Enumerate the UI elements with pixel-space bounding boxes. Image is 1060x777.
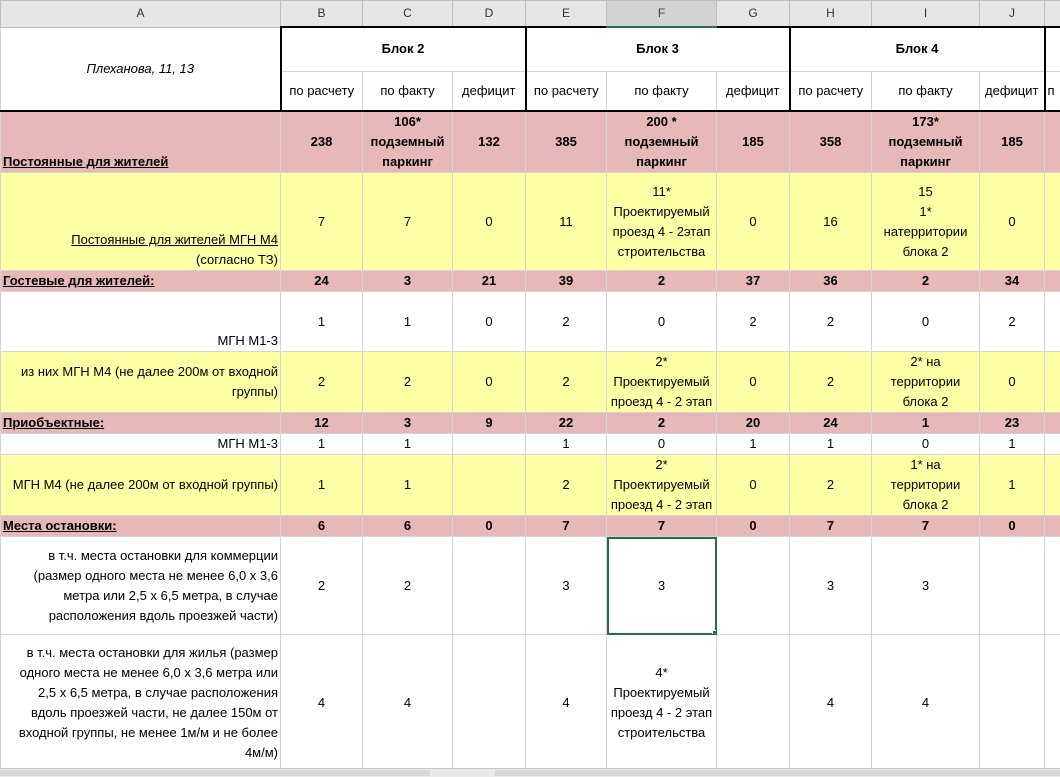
cell[interactable]: 7	[526, 516, 607, 537]
cell[interactable]: 3	[363, 271, 453, 292]
cell[interactable]: 39	[526, 271, 607, 292]
object-label[interactable]: Приобъектные:	[1, 413, 281, 434]
cell[interactable]: 1	[980, 455, 1045, 516]
cell[interactable]	[980, 537, 1045, 635]
column-header-k[interactable]	[1045, 1, 1060, 28]
fill-handle[interactable]	[712, 630, 717, 635]
column-header-b[interactable]: B	[281, 1, 363, 28]
cell[interactable]: 22	[526, 413, 607, 434]
cell[interactable]: 4	[526, 635, 607, 769]
column-header-d[interactable]: D	[453, 1, 526, 28]
cell[interactable]: 4	[790, 635, 872, 769]
cell[interactable]: 238	[281, 111, 363, 173]
column-header-h[interactable]: H	[790, 1, 872, 28]
column-header-e[interactable]: E	[526, 1, 607, 28]
cell[interactable]: 2	[363, 537, 453, 635]
cell[interactable]	[1045, 292, 1060, 352]
column-header-a[interactable]: A	[1, 1, 281, 28]
cell[interactable]	[1045, 434, 1060, 455]
cell[interactable]	[453, 434, 526, 455]
cell[interactable]	[1045, 352, 1060, 413]
cell[interactable]: 11* Проектируемый проезд 4 - 2этап строительства	[607, 173, 717, 271]
cell[interactable]	[717, 635, 790, 769]
cell[interactable]: 0	[453, 173, 526, 271]
k-partial-header[interactable]: п	[1045, 71, 1060, 111]
cell[interactable]: 1	[281, 455, 363, 516]
cell[interactable]: 16	[790, 173, 872, 271]
cell[interactable]: 132	[453, 111, 526, 173]
stops-label[interactable]: Места остановки:	[1, 516, 281, 537]
cell[interactable]: 2	[607, 413, 717, 434]
cell[interactable]: 2	[790, 455, 872, 516]
cell[interactable]: 20	[717, 413, 790, 434]
block2-title[interactable]: Блок 2	[281, 27, 526, 71]
cell[interactable]: 36	[790, 271, 872, 292]
cell[interactable]: 34	[980, 271, 1045, 292]
cell[interactable]: 0	[717, 352, 790, 413]
column-header-j[interactable]: J	[980, 1, 1045, 28]
block-title-row	[1, 27, 1060, 71]
row-guest-mgn4	[1, 352, 1060, 413]
b3-fact-header[interactable]: по факту	[607, 71, 717, 111]
cell[interactable]: 2	[281, 352, 363, 413]
column-header-g[interactable]: G	[717, 1, 790, 28]
cell[interactable]: 200 * подземный паркинг	[607, 111, 717, 173]
b2-calc-header[interactable]: по расчету	[281, 71, 363, 111]
cell[interactable]: 0	[980, 173, 1045, 271]
object-mgn4-label[interactable]: МГН М4 (не далее 200м от входной группы)	[1, 455, 281, 516]
cell[interactable]: 1	[363, 292, 453, 352]
cell[interactable]: 0	[607, 434, 717, 455]
row-permanent	[1, 111, 1060, 173]
cell[interactable]: 3	[526, 537, 607, 635]
cell[interactable]: 12	[281, 413, 363, 434]
cell[interactable]: 0	[717, 173, 790, 271]
row-object-mgn13	[1, 434, 1060, 455]
row-stops	[1, 516, 1060, 537]
cell[interactable]: 1	[717, 434, 790, 455]
cell[interactable]: 0	[453, 292, 526, 352]
cell[interactable]: 7	[281, 173, 363, 271]
cell[interactable]: 2	[526, 455, 607, 516]
block4-title[interactable]: Блок 4	[790, 27, 1045, 71]
guest-mgn13-label[interactable]: МГН М1-3	[1, 292, 281, 352]
cell[interactable]: 2* на территории блока 2	[872, 352, 980, 413]
cell[interactable]: 1	[980, 434, 1045, 455]
stops-commerce-label[interactable]: в т.ч. места остановки для коммерции (размер одного места не менее 6,0 х 3,6 метра или 2,5 х 6,5 метра, в случае расположения вдоль проезжей части)	[1, 537, 281, 635]
b2-deficit-header[interactable]: дефицит	[453, 71, 526, 111]
row-object-mgn4	[1, 455, 1060, 516]
cell[interactable]: 15 1* натерритории блока 2	[872, 173, 980, 271]
block3-title[interactable]: Блок 3	[526, 27, 790, 71]
cell[interactable]: 24	[790, 413, 872, 434]
cell[interactable]	[980, 635, 1045, 769]
cell[interactable]: 1	[872, 413, 980, 434]
cell[interactable]: 9	[453, 413, 526, 434]
scrollbar-track[interactable]	[495, 770, 1060, 776]
b4-deficit-header[interactable]: дефицит	[980, 71, 1045, 111]
cell[interactable]: 2	[717, 292, 790, 352]
cell[interactable]: 0	[453, 516, 526, 537]
cell[interactable]	[1045, 271, 1060, 292]
cell[interactable]: 2* Проектируемый проезд 4 - 2 этап	[607, 352, 717, 413]
cell[interactable]: 0	[717, 455, 790, 516]
cell[interactable]: 7	[363, 173, 453, 271]
cell[interactable]: 0	[872, 434, 980, 455]
cell[interactable]: 3	[872, 537, 980, 635]
cell[interactable]	[453, 537, 526, 635]
row-permanent-mgn	[1, 173, 1060, 271]
cell[interactable]	[453, 635, 526, 769]
cell[interactable]	[453, 455, 526, 516]
cell[interactable]	[1045, 537, 1060, 635]
row-stops-commerce	[1, 537, 1060, 635]
cell[interactable]: 1	[526, 434, 607, 455]
cell[interactable]: 385	[526, 111, 607, 173]
cell[interactable]: 6	[363, 516, 453, 537]
cell[interactable]	[1045, 111, 1060, 173]
row-object	[1, 413, 1060, 434]
permanent-mgn-note: (согласно ТЗ)	[196, 252, 278, 267]
permanent-mgn-label-text: Постоянные для жителей МГН М4	[71, 232, 278, 247]
cell[interactable]: 2	[980, 292, 1045, 352]
cell[interactable]: 1* на территории блока 2	[872, 455, 980, 516]
cell[interactable]	[717, 537, 790, 635]
cell[interactable]: 0	[980, 352, 1045, 413]
cell[interactable]: 3	[790, 537, 872, 635]
cell[interactable]: 185	[717, 111, 790, 173]
permanent-label[interactable]: Постоянные для жителей	[1, 111, 281, 173]
cell[interactable]: 6	[281, 516, 363, 537]
selected-cell-f[interactable]	[607, 537, 717, 635]
cell[interactable]: 185	[980, 111, 1045, 173]
b4-fact-header[interactable]: по факту	[872, 71, 980, 111]
column-header-f[interactable]: F	[607, 1, 717, 28]
cell[interactable]: 0	[872, 292, 980, 352]
b2-fact-header[interactable]: по факту	[363, 71, 453, 111]
cell[interactable]	[1045, 635, 1060, 769]
cell[interactable]: 2	[526, 292, 607, 352]
cell[interactable]: 1	[363, 434, 453, 455]
cell[interactable]: 2	[363, 352, 453, 413]
cell[interactable]: 106* подземный паркинг	[363, 111, 453, 173]
cell[interactable]: 2	[790, 292, 872, 352]
cell[interactable]: 11	[526, 173, 607, 271]
row-guest	[1, 271, 1060, 292]
cell[interactable]	[1045, 455, 1060, 516]
cell[interactable]: 2	[790, 352, 872, 413]
cell[interactable]	[1045, 413, 1060, 434]
guest-label[interactable]: Гостевые для жителей:	[1, 271, 281, 292]
cell[interactable]	[1045, 173, 1060, 271]
permanent-mgn-label[interactable]	[1, 173, 281, 271]
cell[interactable]: 4	[363, 635, 453, 769]
cell-k-title[interactable]	[1045, 27, 1060, 71]
cell[interactable]: 2	[281, 537, 363, 635]
cell[interactable]: 2	[526, 352, 607, 413]
b3-deficit-header[interactable]: дефицит	[717, 71, 790, 111]
cell[interactable]: 7	[790, 516, 872, 537]
cell[interactable]: 4	[281, 635, 363, 769]
cell[interactable]: 1	[281, 434, 363, 455]
cell[interactable]: 24	[281, 271, 363, 292]
column-header-row	[1, 1, 1060, 28]
cell[interactable]: 23	[980, 413, 1045, 434]
cell[interactable]: 2* Проектируемый проезд 4 - 2 этап	[607, 455, 717, 516]
cell[interactable]: 1	[281, 292, 363, 352]
cell[interactable]: 1	[363, 455, 453, 516]
cell[interactable]: 7	[607, 516, 717, 537]
cell[interactable]: 0	[607, 292, 717, 352]
stops-housing-label[interactable]: в т.ч. места остановки для жилья (размер одного места не менее 6,0 х 3,6 метра или 2,5 х 6,5 метра, в случае расположения вдоль проезжей части, не далее 150м от входной группы, не менее 1м/м и не более 4м/м)	[1, 635, 281, 769]
column-header-c[interactable]: C	[363, 1, 453, 28]
object-mgn13-label[interactable]: МГН М1-3	[1, 434, 281, 455]
cell[interactable]: 0	[717, 516, 790, 537]
sheet-tabs-area[interactable]	[0, 770, 430, 776]
cell[interactable]: 3	[363, 413, 453, 434]
cell[interactable]: 0	[980, 516, 1045, 537]
b4-calc-header[interactable]: по расчету	[790, 71, 872, 111]
cell[interactable]: 37	[717, 271, 790, 292]
column-header-i[interactable]: I	[872, 1, 980, 28]
cell[interactable]: 7	[872, 516, 980, 537]
cell[interactable]: 2	[872, 271, 980, 292]
cell[interactable]	[1045, 516, 1060, 537]
cell[interactable]: 0	[453, 352, 526, 413]
selected-cell-value: 3	[658, 578, 665, 593]
cell[interactable]: 173* подземный паркинг	[872, 111, 980, 173]
cell[interactable]: 4* Проектируемый проезд 4 - 2 этап строительства	[607, 635, 717, 769]
cell[interactable]: 2	[607, 271, 717, 292]
b3-calc-header[interactable]: по расчету	[526, 71, 607, 111]
cell[interactable]: 358	[790, 111, 872, 173]
cell[interactable]: 21	[453, 271, 526, 292]
address-cell[interactable]: Плеханова, 11, 13	[1, 27, 281, 111]
row-guest-mgn13	[1, 292, 1060, 352]
cell[interactable]: 4	[872, 635, 980, 769]
cell[interactable]: 1	[790, 434, 872, 455]
row-stops-housing	[1, 635, 1060, 769]
guest-mgn4-label[interactable]: из них МГН М4 (не далее 200м от входной группы)	[1, 352, 281, 413]
